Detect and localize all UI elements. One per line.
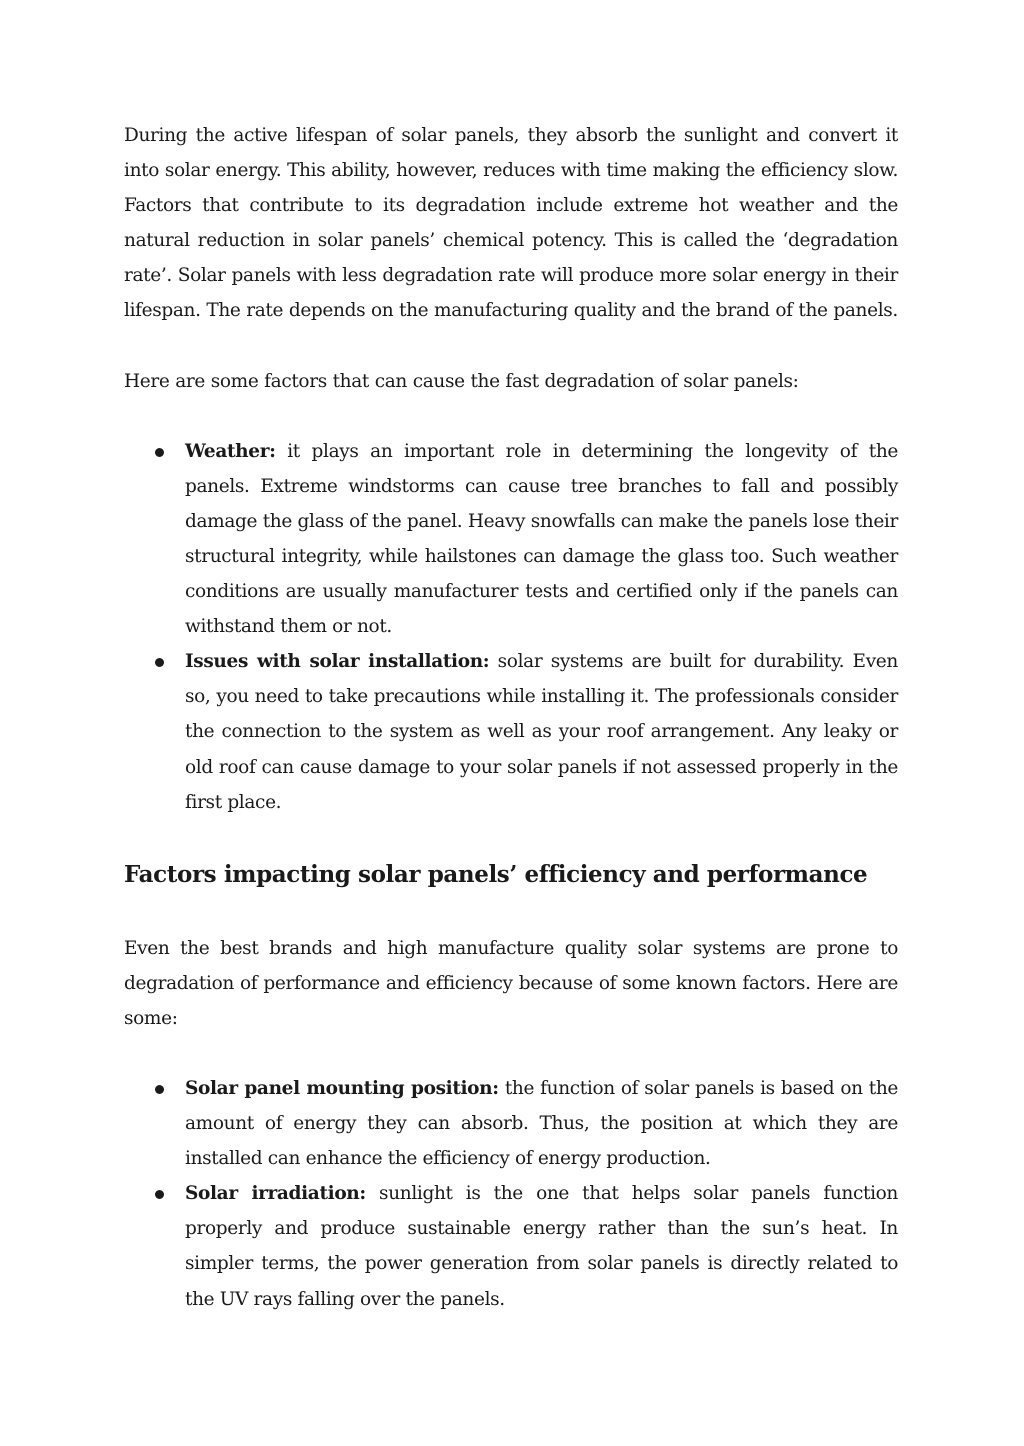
list-item — [124, 644, 898, 819]
paragraph-spacer — [124, 329, 898, 364]
paragraph-spacer — [124, 1036, 898, 1071]
list-item — [124, 1176, 898, 1316]
bullet-icon — [155, 1190, 164, 1199]
efficiency-factors-list — [124, 1071, 898, 1317]
list-item-term: Weather: — [185, 440, 276, 462]
list-item-term: Solar panel mounting position: — [185, 1077, 499, 1099]
list-item-text: it plays an important role in determining the longevity of the panels. Extreme windstorms can cause tree branches to fall and possibly damage the glass of the panel. Heavy snowfalls can make the panels lose their structural integrity, while hailstones can damage the glass too. Such weather conditions are usually manufacturer tests and certified only if the panels can withstand them or not. — [185, 440, 898, 638]
degradation-factors-list — [124, 434, 898, 820]
list-item-term: Solar irradiation: — [185, 1183, 366, 1205]
section-spacer — [124, 820, 898, 857]
list-item-text: sunlight is the one that helps solar panels function properly and produce sustainable energy rather than the sun’s heat. In simpler terms, the power generation from solar panels is directly related to the UV rays falling over the panels. — [185, 1183, 898, 1310]
bullet-icon — [155, 448, 164, 457]
bullet-icon — [155, 658, 164, 667]
section-spacer — [124, 893, 898, 931]
list-item-term: Issues with solar installation: — [185, 651, 490, 673]
efficiency-intro-paragraph: Even the best brands and high manufacture quality solar systems are prone to degradation of performance and efficiency because of some known factors. Here are some: — [124, 937, 898, 1029]
list-item-text: the function of solar panels is based on the amount of energy they can absorb. Thus, the position at which they are installed can enhance the efficiency of energy production. — [185, 1077, 899, 1170]
factors-intro-paragraph: Here are some factors that can cause the fast degradation of solar panels: — [124, 370, 799, 392]
document-page — [124, 118, 898, 1317]
list-item — [124, 1071, 898, 1176]
list-item — [124, 434, 898, 645]
section-heading: Factors impacting solar panels’ efficiency and performance — [124, 860, 868, 888]
intro-paragraph: During the active lifespan of solar panels, they absorb the sunlight and convert it into solar energy. This ability, however, reduces with time making the efficiency slow. Factors that contribute to its degradation include extreme hot weather and the natural reduction in solar panels’ chemical potency. This is called the ‘degradation rate’. Solar panels with less degradation rate will produce more solar energy in their lifespan. The rate depends on the manufacturing quality and the brand of the panels. — [124, 125, 898, 322]
bullet-icon — [155, 1085, 164, 1094]
paragraph-spacer — [124, 399, 898, 434]
list-item-text: solar systems are built for durability. Even so, you need to take precautions while installing it. The professionals consider the connection to the system as well as your roof arrangement. Any leaky or old roof can cause damage to your solar panels if not assessed properly in the first place. — [185, 651, 898, 813]
